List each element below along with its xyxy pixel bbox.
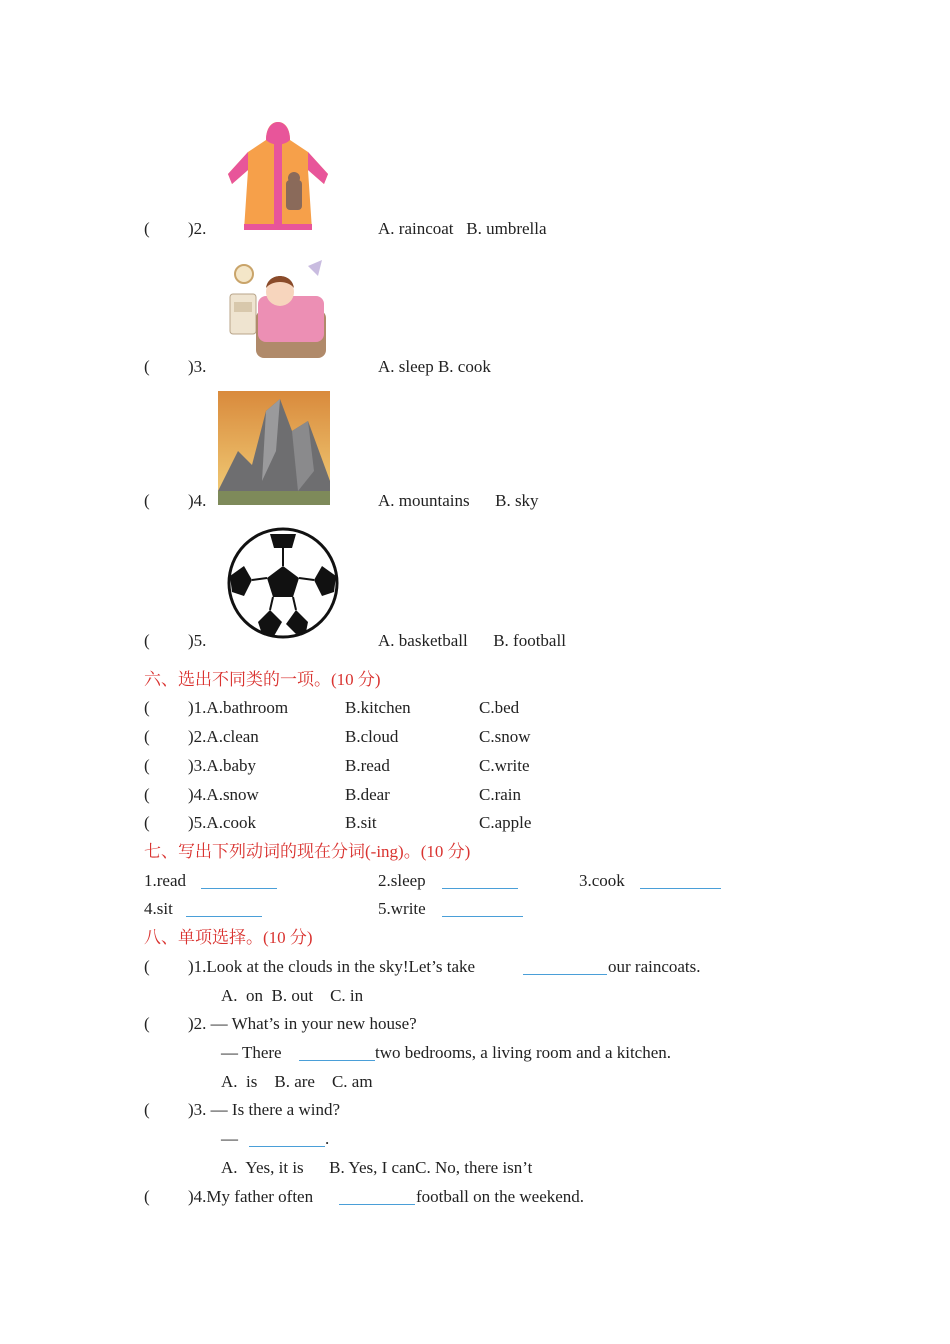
s8-q3-options: A. Yes, it is B. Yes, I canC. No, there isn’t [221, 1158, 533, 1177]
s6-row-2-a: )2.A.clean [188, 727, 259, 746]
s8-q3-stem: )3. — Is there a wind? [188, 1100, 341, 1119]
s7-word-2: 2.sleep [378, 871, 426, 890]
s6-row-3-a: )3.A.baby [188, 756, 256, 775]
section-8-title: 八、单项选择。(10 分) [144, 928, 313, 947]
item-3-number: )3. [188, 357, 207, 376]
s8-q4-stem: )4.My father often [188, 1187, 314, 1206]
s8-q3-blank[interactable] [249, 1146, 325, 1147]
s8-q1-paren: ( [144, 957, 150, 976]
s8-q1-stem: )1.Look at the clouds in the sky!Let’s take [188, 957, 476, 976]
s8-q1-blank[interactable] [523, 974, 607, 975]
s7-word-1: 1.read [144, 871, 187, 890]
s6-row-2-c: C.snow [479, 727, 531, 746]
s6-row-3-c: C.write [479, 756, 530, 775]
s6-row-1-a: )1.A.bathroom [188, 698, 289, 717]
football-picture [226, 526, 340, 640]
s8-q2-line2-start: — There [221, 1043, 282, 1062]
item-2-number: )2. [188, 219, 207, 238]
item-5-options: A. basketball B. football [378, 631, 566, 650]
s7-word-3: 3.cook [579, 871, 625, 890]
s6-row-1-c: C.bed [479, 698, 520, 717]
s8-q2-paren: ( [144, 1014, 150, 1033]
raincoat-picture [218, 118, 340, 236]
s8-q2-line2-end: two bedrooms, a living room and a kitchen. [375, 1043, 672, 1062]
mountains-picture [218, 391, 330, 505]
s8-q3-line2-start: — [221, 1129, 238, 1148]
s7-blank-1[interactable] [201, 888, 277, 889]
item-5-paren: ( [144, 631, 150, 650]
s6-row-5-paren: ( [144, 813, 150, 832]
s6-row-2-b: B.cloud [345, 727, 399, 746]
s8-q3-line2-end: . [325, 1129, 330, 1148]
s7-blank-2[interactable] [442, 888, 518, 889]
s8-q1-tail: our raincoats. [608, 957, 701, 976]
item-5-number: )5. [188, 631, 207, 650]
item-3-paren: ( [144, 357, 150, 376]
item-2-paren: ( [144, 219, 150, 238]
s6-row-5-b: B.sit [345, 813, 377, 832]
section-7-title: 七、写出下列动词的现在分词(-ing)。(10 分) [144, 842, 471, 861]
s6-row-4-paren: ( [144, 785, 150, 804]
s6-row-4-a: )4.A.snow [188, 785, 259, 804]
s6-row-5-c: C.apple [479, 813, 532, 832]
s6-row-5-a: )5.A.cook [188, 813, 256, 832]
s8-q2-blank[interactable] [299, 1060, 375, 1061]
s7-word-5: 5.write [378, 899, 426, 918]
s6-row-1-b: B.kitchen [345, 698, 411, 717]
item-4-paren: ( [144, 491, 150, 510]
item-2-options: A. raincoat B. umbrella [378, 219, 547, 238]
section-6-title: 六、选出不同类的一项。(10 分) [144, 670, 381, 689]
item-3-options: A. sleep B. cook [378, 357, 491, 376]
s8-q3-paren: ( [144, 1100, 150, 1119]
s6-row-2-paren: ( [144, 727, 150, 746]
s8-q4-paren: ( [144, 1187, 150, 1206]
s6-row-3-paren: ( [144, 756, 150, 775]
s6-row-1-paren: ( [144, 698, 150, 717]
s7-word-4: 4.sit [144, 899, 173, 918]
s7-blank-4[interactable] [186, 916, 262, 917]
s7-blank-5[interactable] [442, 916, 523, 917]
s8-q2-options: A. is B. are C. am [221, 1072, 373, 1091]
s6-row-4-c: C.rain [479, 785, 522, 804]
s8-q1-options: A. on B. out C. in [221, 986, 364, 1005]
s8-q4-blank[interactable] [339, 1204, 415, 1205]
s8-q2-stem: )2. — What’s in your new house? [188, 1014, 417, 1033]
s6-row-4-b: B.dear [345, 785, 390, 804]
item-4-number: )4. [188, 491, 207, 510]
s6-row-3-b: B.read [345, 756, 390, 775]
s7-blank-3[interactable] [640, 888, 721, 889]
s8-q4-tail: football on the weekend. [416, 1187, 585, 1206]
item-4-options: A. mountains B. sky [378, 491, 539, 510]
sleeping-girl-picture [222, 254, 334, 366]
